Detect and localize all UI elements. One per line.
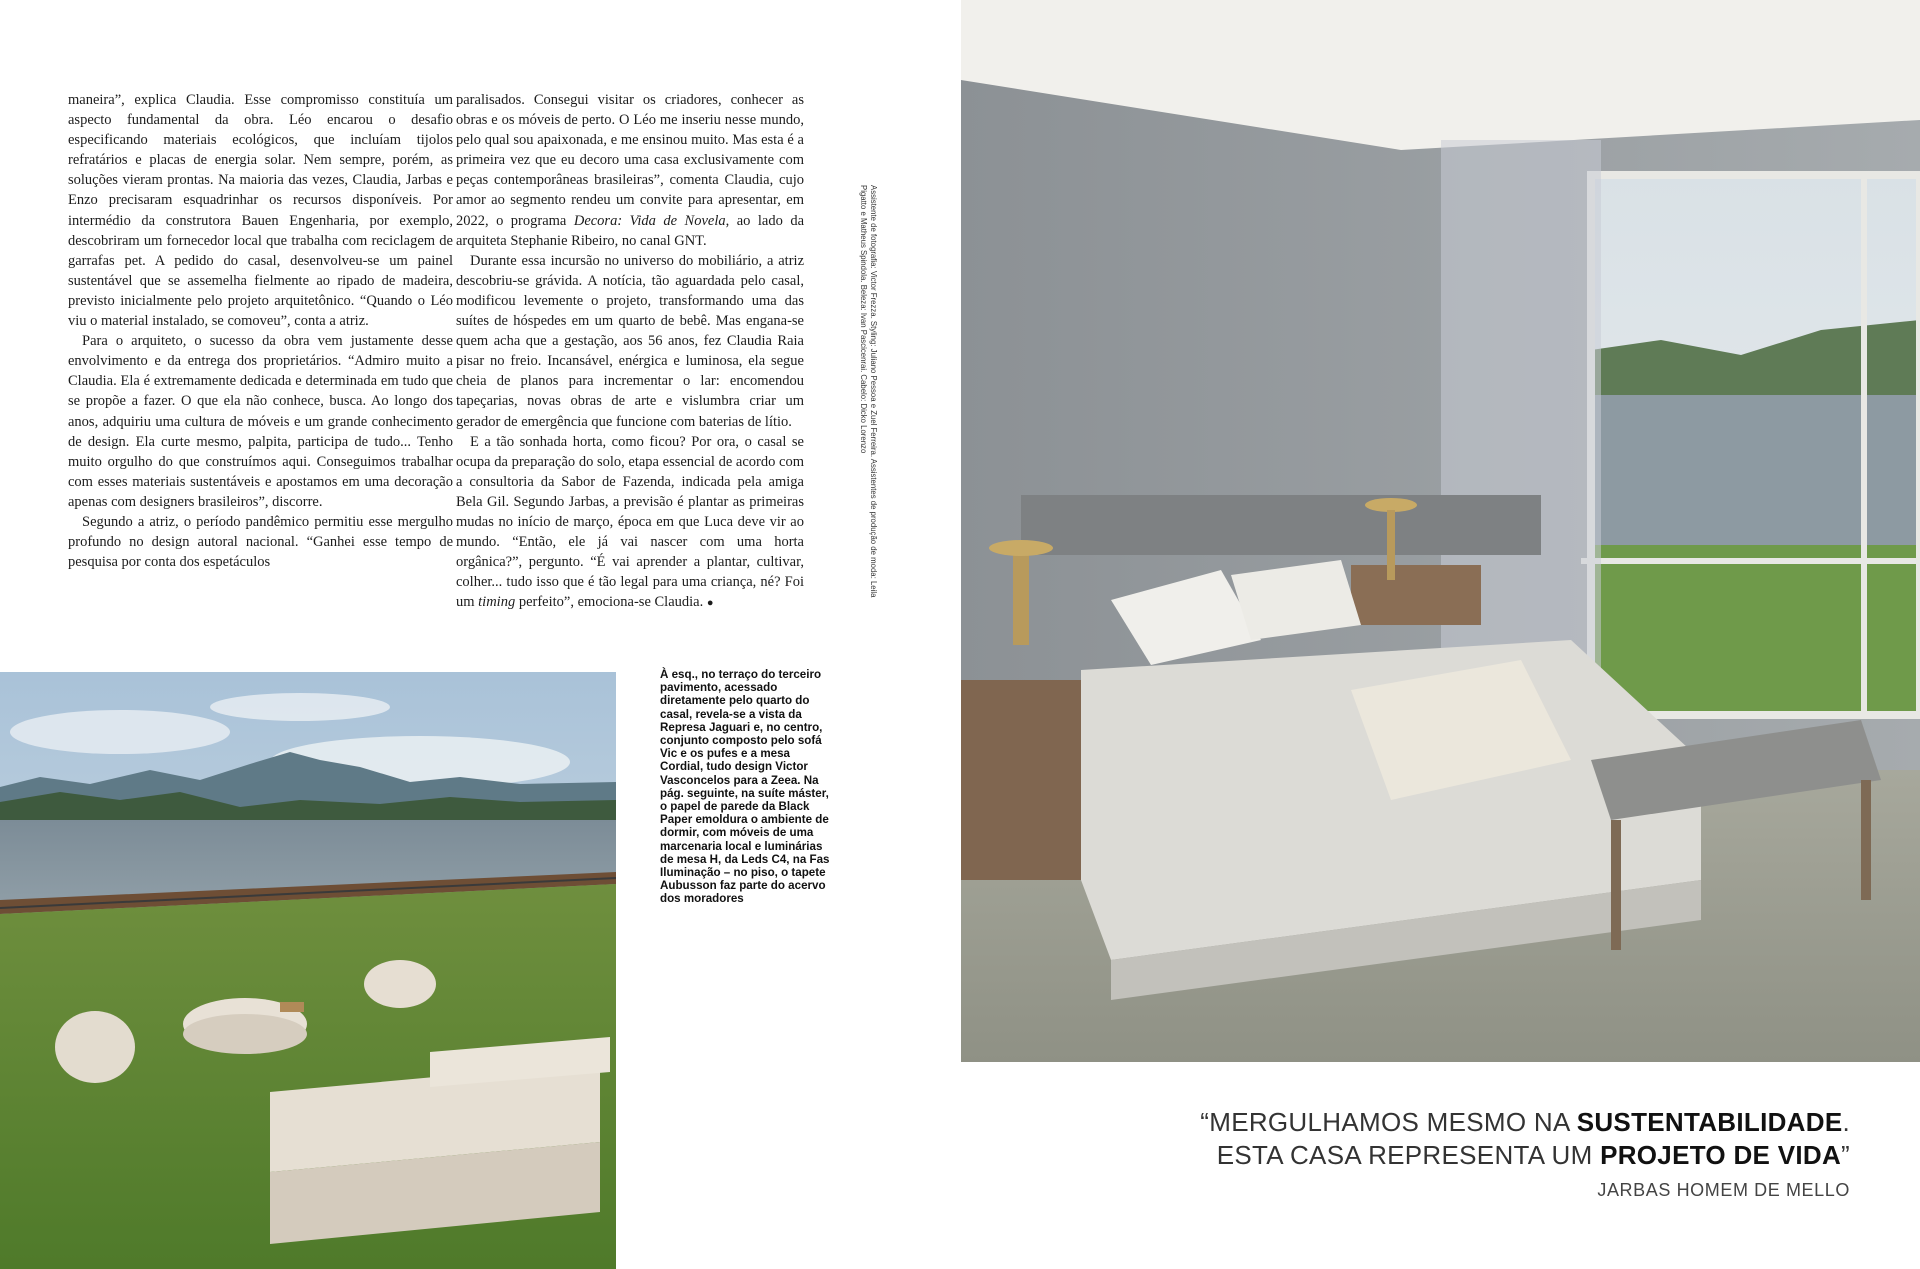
open-quote-mark: “ — [1200, 1107, 1210, 1137]
quote-text: . — [1842, 1107, 1850, 1137]
photo-caption: À esq., no terraço do terceiro pavimento, acessado diretamente pelo quarto do casal, revela-se a vista da Represa Jaguari e, no centro, conjunto composto pelo sofá Vic e os pufes e a mesa Cordial, tudo design Victor Vasconcelos para a Zeea. Na pág. seguinte, na suíte máster, o papel de parede da Black Paper emoldura o ambiente de dormir, com móveis de uma marcenaria local e luminárias de mesa H, da Leds C4, na Fas Iluminação – no piso, o tapete Aubusson faz parte do acervo dos moradores — [660, 668, 830, 906]
pull-quote — [1200, 1106, 1850, 1172]
article-paragraph: Durante essa incursão no universo do mobiliário, a atriz descobriu-se grávida. A notícia, tão aguardada pelo casal, modificou levemente o projeto, transformando uma das suítes de hóspedes em um quarto de bebê. Mas engana-se quem acha que a gestação, aos 56 anos, fez Claudia Raia pisar no freio. Incansável, enérgica e luminosa, ela segue cheia de planos para incrementar o lar: encomendou tapeçarias, novas obras de arte e vislumbra criar um gerador de emergência que funcione com baterias de lítio. — [456, 252, 804, 430]
article-paragraph — [456, 432, 804, 614]
quote-text: ESTA CASA REPRESENTA UM — [1216, 1140, 1601, 1170]
tv-show-title: Decora: Vida de Novela — [573, 212, 726, 229]
article-paragraph — [456, 90, 804, 251]
article-paragraph: maneira”, explica Claudia. Esse compromisso constituía um aspecto fundamental da obra. Léo encarou o desafio especificando materiais ecológicos, que incluíam tijolos refratários e placas de energia solar. Nem sempre, porém, as soluções vieram prontas. Na maioria das vezes, Claudia, Jarbas e Enzo precisaram esquadrinhar os recursos disponíveis. Por intermédio da construtora Bauen Engenharia, por exemplo, descobriram um fornecedor local que trabalha com reciclagem de garrafas pet. A pedido do casal, desenvolveu-se um painel sustentável que se assemelha fielmente ao ripado de madeira, previsto inicialmente pelo projeto arquitetônico. “Quando o Léo viu o material instalado, se comoveu”, conta a atriz. — [68, 92, 453, 330]
article-paragraph: Segundo a atriz, o período pandêmico permitiu esse mergulho profundo no design autoral nacional. “Ganhei esse tempo de pesquisa por conta dos espetáculos — [68, 513, 453, 571]
paragraph-text: perfeito”, emociona-se Claudia. — [518, 594, 704, 611]
quote-emphasis: PROJETO DE VIDA — [1600, 1140, 1842, 1170]
pull-quote-line-2 — [1200, 1139, 1850, 1172]
article-column-1 — [68, 90, 453, 572]
paragraph-text: E a tão sonhada horta, como ficou? Por ora, o casal se ocupa da preparação do solo, etapa essencial de acordo com a consultoria da Sabor de Fazenda, indicada pela amiga Bela Gil. Segundo Jarbas, a previsão é plantar as primeiras mudas no início de março, época em que Luca deve vir ao mundo. “Então, ele já vai nascer com uma horta orgânica?”, pergunto. “É vai aprender a plantar, cultivar, colher... tudo isso que é tão legal para uma criança, né? Foi um — [456, 433, 804, 611]
bedroom-photo — [961, 0, 1920, 1062]
terrace-illustration — [0, 672, 616, 1269]
quote-text: MERGULHAMOS MESMO NA — [1209, 1107, 1577, 1137]
photo-credits: Assistente de fotografia: Victor Frezza. Styling: Juliano Pessoa e Zuel Ferreira. Assistentes de produção de moda: Leila Pigatto e Matheus Spindola. Beleza: Ivan Pascicenrai. Cabelo: Dicko Lorenzo — [859, 185, 878, 598]
paragraph-text: , ao lado da arquiteta Stephanie Ribeiro, no canal GNT. — [456, 212, 805, 249]
italic-word: timing — [478, 594, 516, 611]
end-mark-icon: ● — [706, 597, 714, 610]
terrace-photo — [0, 672, 616, 1269]
article-column-2 — [456, 90, 804, 613]
quote-author: JARBAS HOMEM DE MELLO — [1597, 1180, 1850, 1200]
pull-quote-line-1 — [1200, 1106, 1850, 1139]
quote-emphasis: SUSTENTABILIDADE — [1576, 1107, 1843, 1137]
article-paragraph: Para o arquiteto, o sucesso da obra vem justamente desse envolvimento e da entrega dos proprietários. “Admiro muito a Claudia. Ela é extremamente dedicada e determinada em tudo que se propõe a fazer. O que ela não conhece, busca. Ao longo dos anos, adquiriu uma cultura de móveis e um grande conhecimento de design. Ela curte mesmo, palpita, participa de tudo... Tenho muito orgulho do que construímos aqui. Conseguimos trabalhar com esses materiais sustentáveis e apostamos em uma decoração apenas com designers brasileiros”, discorre. — [68, 333, 453, 510]
bedroom-illustration — [961, 0, 1920, 1062]
close-quote-mark: ” — [1841, 1140, 1850, 1170]
paragraph-text: paralisados. Consegui visitar os criadores, conhecer as obras e os móveis de perto. O Léo me inseriu nesse mundo, pelo qual sou apaixonada, e me ensinou muito. Mas esta é a primeira vez que eu decoro uma casa exclusivamente com peças contemporâneas brasileiras”, comenta Claudia, cujo amor ao segmento rendeu um convite para apresentar, em 2022, o programa — [456, 92, 804, 229]
